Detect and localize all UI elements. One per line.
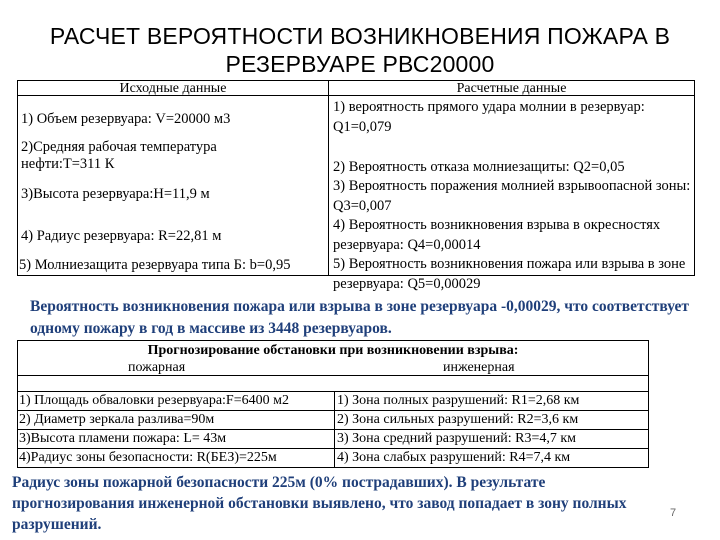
forecast-eng-cell: 3) Зона средний разрушений: R3=4,7 км	[337, 431, 577, 446]
table-divider	[334, 391, 335, 468]
table-row	[17, 410, 649, 429]
input-data-header: Исходные данные	[17, 80, 329, 96]
input-item: 2)Средняя рабочая температура нефти:Т=311 К	[21, 139, 217, 172]
input-item: 1) Объем резервуара: V=20000 м3	[21, 111, 231, 127]
summary-text: Вероятность возникновения пожара или взрыва в зоне резервуара -0,00029, что соответствует одному пожару в год в массиве из 3448 резервуаров.	[30, 298, 689, 337]
forecast-fire-cell: 2) Диаметр зеркала разлива=90м	[19, 412, 215, 427]
table-row	[17, 391, 649, 410]
calc-data-header: Расчетные данные	[329, 80, 695, 96]
page-number: 7	[670, 507, 677, 519]
input-item: 4) Радиус резервуара: R=22,81 м	[21, 228, 222, 244]
table-border	[17, 376, 18, 468]
table-row	[17, 429, 649, 448]
input-data-column	[17, 80, 329, 276]
page-title: РАСЧЕТ ВЕРОЯТНОСТИ ВОЗНИКНОВЕНИЯ ПОЖАРА В РЕЗЕРВУАРЕ РВС20000	[49, 23, 671, 77]
calc-item: 1) вероятность прямого удара молнии в резервуар: Q1=0,079	[333, 99, 645, 135]
forecast-eng-cell: 2) Зона сильных разрушений: R2=3,6 км	[337, 412, 579, 427]
conclusion-text: Радиус зоны пожарной безопасности 225м (0% пострадавших). В результате прогнозирования инженерной обстановки выявлено, что завод попадает в зону полных разрушений.	[12, 474, 627, 533]
table-border	[648, 376, 649, 468]
forecast-eng-cell: 4) Зона слабых разрушений: R4=7,4 км	[337, 450, 571, 465]
forecast-eng-cell: 1) Зона полных разрушений: R1=2,68 км	[337, 393, 580, 408]
forecast-fire-cell: 3)Высота пламени пожара: L= 43м	[19, 431, 227, 446]
calc-item: 3) Вероятность поражения молнией взрывоопасной зоны: Q3=0,007	[333, 178, 691, 214]
table-row	[17, 448, 649, 468]
calc-item: 4) Вероятность возникновения взрыва в окресностях резервуара: Q4=0,00014	[333, 217, 661, 253]
input-item: 5) Молниезащита резервуара типа Б: b=0,95	[19, 257, 291, 273]
calc-item: 5) Вероятность возникновения пожара или взрыва в зоне резервуара: Q5=0,00029	[333, 256, 686, 292]
forecast-fire-cell: 1) Площадь обваловки резервуара:F=6400 м2	[19, 393, 289, 408]
forecast-fire-cell: 4)Радиус зоны безопасности: R(БЕЗ)=225м	[19, 450, 277, 465]
calc-item: 2) Вероятность отказа молниезащиты: Q2=0,05	[333, 159, 625, 175]
forecast-header	[17, 340, 649, 376]
forecast-title: Прогнозирование обстановки при возникновении взрыва:	[147, 343, 519, 358]
forecast-col-fire: пожарная	[128, 360, 186, 375]
forecast-col-eng: инженерная	[443, 360, 515, 375]
input-item: 3)Высота резервуара:Н=11,9 м	[21, 186, 210, 202]
